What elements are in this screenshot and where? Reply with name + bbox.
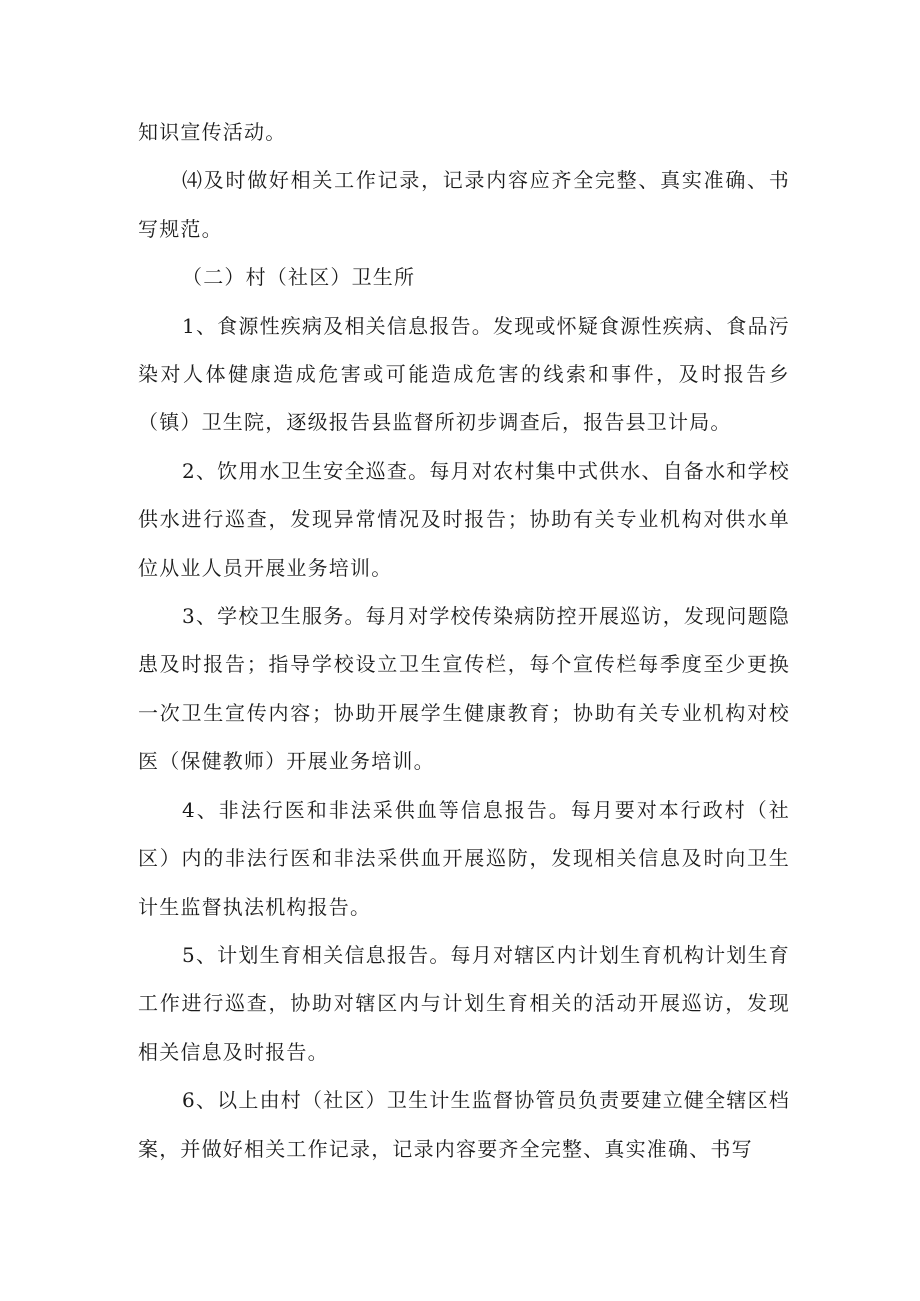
paragraph-record-keeping: ⑷及时做好相关工作记录，记录内容应齐全完整、真实准确、书写规范。: [138, 168, 790, 241]
paragraph-item-5: 5、计划生育相关信息报告。每月对辖区内计划生育机构计划生育工作进行巡查，协助对辖区内与计划生育相关的活动开展巡访，发现相关信息及时报告。: [138, 942, 790, 1064]
paragraph-item-4: 4、非法行医和非法采供血等信息报告。每月要对本行政村（社区）内的非法行医和非法采供血开展巡防，发现相关信息及时向卫生计生监督执法机构报告。: [138, 797, 790, 919]
paragraph-item-3: 3、学校卫生服务。每月对学校传染病防控开展巡访，发现问题隐患及时报告；指导学校设立卫生宣传栏，每个宣传栏每季度至少更换一次卫生宣传内容；协助开展学生健康教育；协助有关专业机构对校医（保健教师）开展业务培训。: [138, 604, 790, 774]
paragraph-item-2: 2、饮用水卫生安全巡查。每月对农村集中式供水、自备水和学校供水进行巡查，发现异常情况及时报告；协助有关专业机构对供水单位从业人员开展业务培训。: [138, 458, 790, 580]
document-body: [138, 108, 790, 1173]
paragraph-item-6: 6、以上由村（社区）卫生计生监督协管员负责要建立健全辖区档案，并做好相关工作记录，记录内容要齐全完整、真实准确、书写: [138, 1088, 790, 1161]
section-heading-village-clinic: （二）村（社区）卫生所: [182, 265, 416, 290]
paragraph-continuation: 知识宣传活动。: [138, 120, 287, 144]
paragraph-item-1: 1、食源性疾病及相关信息报告。发现或怀疑食源性疾病、食品污染对人体健康造成危害或可能造成危害的线索和事件，及时报告乡（镇）卫生院，逐级报告县监督所初步调查后，报告县卫计局。: [138, 313, 790, 435]
